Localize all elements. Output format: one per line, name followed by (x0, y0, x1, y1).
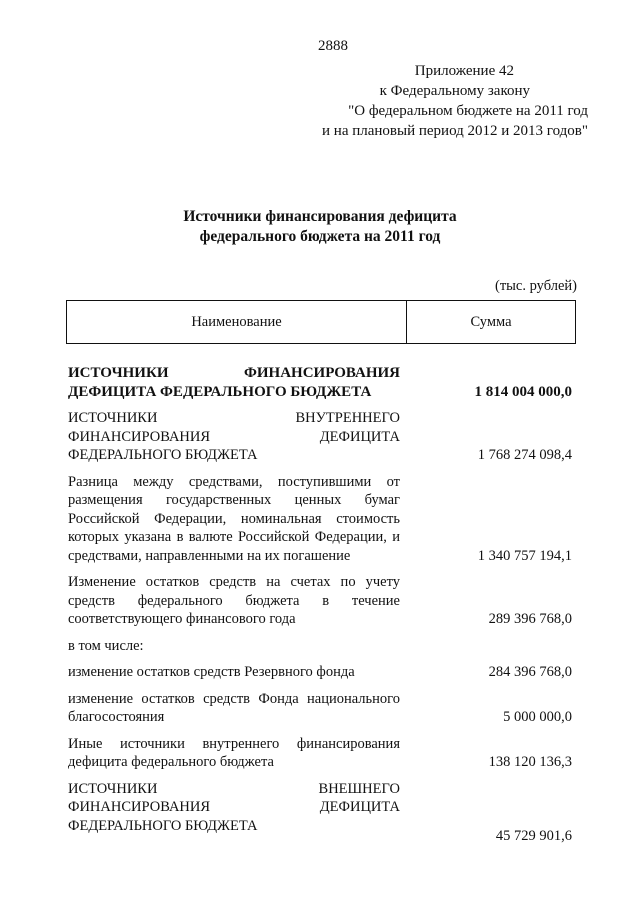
appendix-line: "О федеральном бюджете на 2011 год (348, 103, 588, 119)
title-line-2: федерального бюджета на 2011 год (199, 228, 441, 245)
table-header (66, 300, 576, 344)
row-amount: 1 340 757 194,1 (477, 547, 572, 564)
row-amount: 1 814 004 000,0 (474, 383, 572, 400)
table-row (68, 364, 572, 401)
table-body (68, 364, 572, 843)
appendix-line: и на плановый период 2012 и 2013 годов" (322, 123, 588, 139)
title-line-1: Источники финансирования дефицита (183, 208, 457, 225)
row-name (68, 409, 400, 465)
column-header-sum: Сумма (470, 313, 512, 330)
table-row (68, 690, 572, 727)
row-name-line: ДЕФИЦИТА ФЕДЕРАЛЬНОГО БЮДЖЕТА (68, 383, 372, 400)
row-name: Разница между средствами, поступившими от размещения государственных ценных бумаг Российской Федерации, номинальная стоимость которых указана в валюте Российской Федерации, и средствами, направленными на их погашение (68, 473, 400, 564)
table-row (68, 663, 572, 682)
row-name-line: ФИНАНСИРОВАНИЯ ДЕФИЦИТА (68, 799, 400, 815)
row-amount: 1 768 274 098,4 (477, 447, 572, 463)
row-amount: 289 396 768,0 (488, 611, 572, 627)
row-name: изменение остатков средств Фонда национального благосостояния (68, 690, 400, 725)
row-name: изменение остатков средств Резервного фонда (68, 664, 355, 680)
table-row (68, 573, 572, 629)
row-name (68, 364, 400, 401)
row-amount: 284 396 768,0 (488, 664, 572, 680)
page-number: 2888 (318, 38, 348, 54)
row-name: в том числе: (68, 637, 144, 654)
row-name-line: ФЕДЕРАЛЬНОГО БЮДЖЕТА (68, 447, 258, 463)
row-amount: 5 000 000,0 (503, 709, 572, 725)
table-row (68, 735, 572, 772)
row-name-line: ФЕДЕРАЛЬНОГО БЮДЖЕТА (68, 817, 258, 834)
row-name: Иные источники внутреннего финансирования дефицита федерального бюджета (68, 735, 400, 770)
table-row (68, 780, 572, 844)
row-amount: 45 729 901,6 (495, 827, 572, 844)
appendix-line: Приложение 42 (414, 63, 514, 79)
row-name: Изменение остатков средств на счетах по учету средств федерального бюджета в течение соответствующего финансового года (68, 574, 400, 627)
row-name (68, 780, 400, 836)
row-name-line: ИСТОЧНИКИ ВНЕШНЕГО (68, 780, 400, 797)
table-row (68, 409, 572, 465)
table-row (68, 637, 572, 656)
column-header-name: Наименование (67, 301, 407, 343)
row-amount: 138 120 136,3 (488, 754, 572, 770)
row-name-line: ИСТОЧНИКИ ВНУТРЕННЕГО (68, 410, 400, 426)
appendix-line: к Федеральному закону (379, 83, 530, 99)
row-name-line: ИСТОЧНИКИ ФИНАНСИРОВАНИЯ (68, 365, 400, 381)
document-title (0, 207, 640, 247)
appendix-reference (248, 61, 588, 141)
table-row (68, 473, 572, 566)
units-label: (тыс. рублей) (495, 278, 577, 294)
row-name-line: ФИНАНСИРОВАНИЯ ДЕФИЦИТА (68, 428, 400, 445)
